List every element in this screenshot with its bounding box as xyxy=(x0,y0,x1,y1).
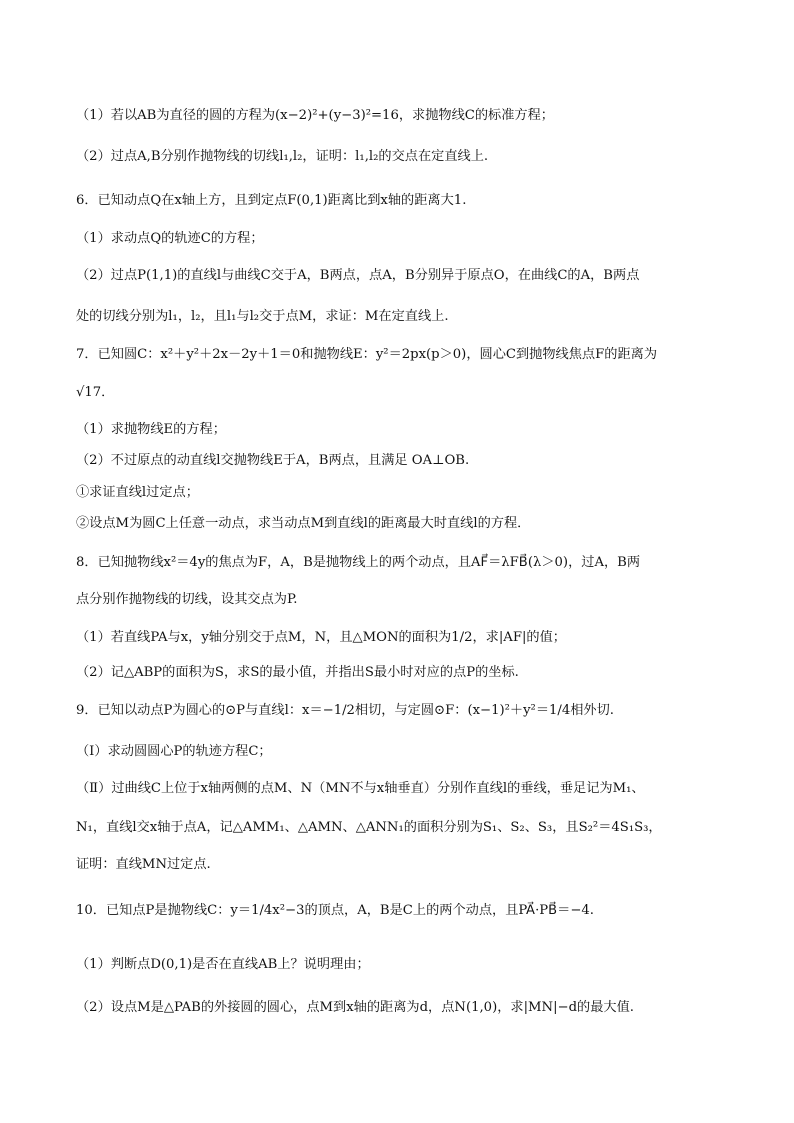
problem9-stem: 9．已知以动点P为圆心的⊙P与直线l：x＝−1/2相切，与定圆⊙F：(x−1)²＋y²＝1/4相外切. xyxy=(76,703,614,718)
problem6-stem: 6．已知动点Q在x轴上方，且到定点F(0,1)距离比到x轴的距离大1. xyxy=(76,193,467,208)
problem9-part2: （Ⅱ）过曲线C上位于x轴两侧的点M、N（MN不与x轴垂直）分别作直线l的垂线，垂足记为M₁、 xyxy=(76,781,645,796)
problem7-stem-cont: √17． xyxy=(76,385,115,400)
problem10-part1: （1）判断点D(0,1)是否在直线AB上？说明理由； xyxy=(76,957,370,972)
problem5-part2: （2）过点A,B分别作抛物线的切线l₁,l₂，证明：l₁,l₂的交点在定直线上. xyxy=(76,149,489,164)
problem7-part2-i: ①求证直线l过定点； xyxy=(76,485,199,500)
problem9-part2-cont: N₁，直线l交x轴于点A，记△AMM₁、△AMN、△ANN₁的面积分别为S₁、S₂、S₃，且S₂²＝4S₁S₃， xyxy=(76,820,662,835)
problem8-stem-cont: 点分别作抛物线的切线，设其交点为P. xyxy=(76,592,298,607)
problem7-stem: 7．已知圆C：x²＋y²＋2x－2y＋1＝0和抛物线E：y²＝2px(p＞0)，圆心C到抛物线焦点F的距离为 xyxy=(76,347,658,362)
problem7-part1: （1）求抛物线E的方程； xyxy=(76,422,226,437)
problem9-part2-end: 证明：直线MN过定点. xyxy=(76,857,211,872)
problem6-part2: （2）过点P(1,1)的直线l与曲线C交于A，B两点，点A，B分别异于原点O，在曲线C的A，B两点 xyxy=(76,268,640,283)
problem9-part1: （Ⅰ）求动圆圆心P的轨迹方程C； xyxy=(76,744,272,759)
problem6-part1: （1）求动点Q的轨迹C的方程； xyxy=(76,231,264,246)
problem7-part2-ii: ②设点M为圆C上任意一动点，求当动点M到直线l的距离最大时直线l的方程． xyxy=(76,516,531,531)
problem10-stem: 10．已知点P是抛物线C：y＝1/4x²−3的顶点，A，B是C上的两个动点，且PA⃗·PB⃗＝−4. xyxy=(76,903,594,918)
problem7-part2: （2）不过原点的动直线l交抛物线E于A，B两点，且满足 OA⊥OB. xyxy=(76,453,470,468)
problem8-part2: （2）记△ABP的面积为S，求S的最小值，并指出S最小时对应的点P的坐标. xyxy=(76,665,519,680)
problem8-stem: 8．已知抛物线x²＝4y的焦点为F，A，B是抛物线上的两个动点，且AF⃗＝λFB⃗(λ＞0)，过A，B两 xyxy=(76,555,641,570)
problem8-part1: （1）若直线PA与x，y轴分别交于点M，N，且△MON的面积为1/2，求|AF|的值； xyxy=(76,630,566,645)
problem10-part2: （2）设点M是△PAB的外接圆的圆心，点M到x轴的距离为d，点N(1,0)，求|MN|−d的最大值. xyxy=(76,1000,634,1015)
problem6-part2-cont: 处的切线分别为l₁，l₂，且l₁与l₂交于点M，求证：M在定直线上. xyxy=(76,309,449,324)
problem5-part1: （1）若以AB为直径的圆的方程为(x−2)²+(y−3)²=16，求抛物线C的标准方程； xyxy=(76,108,554,123)
